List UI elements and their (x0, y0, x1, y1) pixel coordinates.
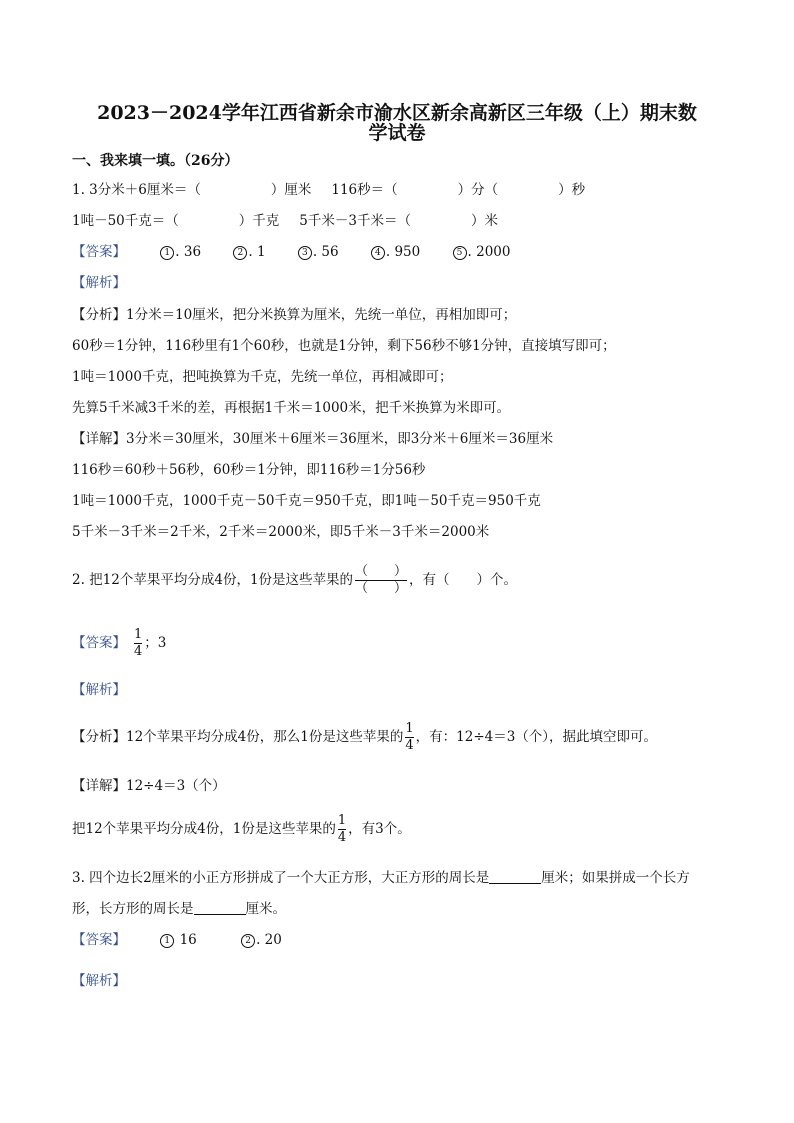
circled-number: 1 (160, 246, 174, 260)
section-heading: 一、我来填一填。（26分） (72, 153, 239, 169)
q1-detail-2: 116秒＝60秒＋56秒，60秒＝1分钟，即116秒＝1分56秒 (72, 462, 426, 478)
page-title: 2023－2024学年江西省新余市渝水区新余高新区三年级（上）期末数 (97, 102, 697, 124)
answer-value: . 1 (248, 244, 266, 260)
answer-value: ；3 (144, 635, 167, 651)
q2-text: 2. 把12个苹果平均分成4份，1份是这些苹果的 (72, 572, 354, 588)
q1-fenxi-1 (72, 305, 516, 325)
q2-detail-1 (72, 776, 226, 796)
q1-detail-4: 5千米－3千米＝2千米，2千米＝2000米，即5千米－3千米＝2000米 (72, 524, 490, 540)
xiangjie-tag: 【详解】 (72, 778, 126, 794)
q3-line1 (72, 868, 690, 888)
q1-detail-1 (72, 429, 553, 449)
q2-fenxi (72, 714, 657, 760)
q1-detail-3: 1吨＝1000千克，1000千克－50千克＝950千克，即1吨－50千克＝950千克 (72, 493, 541, 509)
analysis-tag: 【解析】 (72, 275, 126, 291)
q1-text: 5千米－3千米＝（ (299, 213, 411, 229)
answer-value: . 950 (385, 244, 421, 260)
q2-text: ，有（ ）个。 (409, 572, 518, 588)
fraction (405, 721, 413, 754)
fenxi-text: 12个苹果平均分成4份，那么1份是这些苹果的 (126, 729, 404, 745)
q2-answer (72, 620, 166, 666)
q1-text: 1吨－50千克＝（ (72, 213, 179, 229)
fraction-denominator: 4 (134, 644, 143, 659)
answer-value: . 56 (312, 244, 339, 260)
q3-text: 3. 四个边长2厘米的小正方形拼成了一个大正方形，大正方形的周长是 (72, 870, 490, 886)
answer-value: . 20 (256, 932, 282, 948)
q2-question (72, 555, 517, 605)
q1-text: ）米 (470, 213, 498, 229)
analysis-tag: 【解析】 (72, 682, 126, 698)
fraction-denominator: 4 (405, 738, 414, 753)
fenxi-text: 1分米＝10厘米，把分米换算为厘米，先统一单位，再相加即可； (126, 307, 517, 323)
circled-number: 4 (371, 246, 385, 260)
q3-line2 (72, 899, 286, 919)
fenxi-tag: 【分析】 (72, 729, 126, 745)
q3-text: 厘米；如果拼成一个长方 (541, 870, 690, 886)
q3-text: 形，长方形的周长是 (72, 901, 194, 917)
q1-line1 (72, 180, 585, 200)
circled-number: 5 (453, 246, 467, 260)
fenxi-text: ，有：12÷4＝3（个），据此填空即可。 (415, 729, 658, 745)
q1-text: ）厘米 (270, 182, 312, 198)
fenxi-tag: 【分析】 (72, 307, 126, 323)
circled-number: 2 (241, 934, 255, 948)
fraction (338, 813, 346, 846)
answer-blank (489, 869, 541, 884)
q2-detail-2 (72, 806, 411, 852)
fraction-numerator: （ ） (355, 564, 408, 579)
circled-number: 1 (160, 934, 174, 948)
detail-text: 12÷4＝3（个） (126, 778, 226, 794)
detail-text: ，有3个。 (348, 821, 411, 837)
q1-fenxi-3: 1吨＝1000千克，把吨换算为千克，先统一单位，再相减即可； (72, 369, 453, 385)
q1-text: 1. 3分米＋6厘米＝（ (72, 182, 201, 198)
q3-text: 厘米。 (245, 901, 286, 917)
fraction (134, 627, 142, 660)
fraction-blank (355, 564, 407, 597)
q1-text: ）千克 (238, 213, 280, 229)
q1-fenxi-4: 先算5千米减3千米的差，再根据1千米＝1000米，把千米换算为米即可。 (72, 400, 511, 416)
q1-line2 (72, 211, 498, 231)
page-title-line2: 学试卷 (368, 122, 426, 144)
xiangjie-tag: 【详解】 (72, 431, 126, 447)
answer-value: 16 (175, 932, 197, 948)
answer-blank (194, 900, 246, 915)
circled-number: 2 (233, 246, 247, 260)
q3-answer (72, 930, 282, 950)
answer-value: . 36 (175, 244, 202, 260)
detail-text: 3分米＝30厘米，30厘米＋6厘米＝36厘米，即3分米＋6厘米＝36厘米 (126, 431, 554, 447)
fraction-numerator: 1 (134, 627, 143, 642)
detail-text: 把12个苹果平均分成4份，1份是这些苹果的 (72, 821, 336, 837)
fraction-numerator: 1 (405, 721, 414, 736)
answer-tag: 【答案】 (72, 244, 126, 260)
fraction-denominator: （ ） (355, 581, 408, 596)
q1-text: ）秒 (558, 182, 586, 198)
analysis-tag: 【解析】 (72, 973, 126, 989)
q1-answer (72, 242, 511, 262)
fraction-numerator: 1 (337, 813, 347, 828)
q1-text: ）分（ (457, 182, 499, 198)
answer-value: . 2000 (467, 244, 511, 260)
answer-tag: 【答案】 (72, 932, 126, 948)
q1-text: 116秒＝（ (331, 182, 398, 198)
answer-tag: 【答案】 (72, 635, 126, 651)
circled-number: 3 (298, 246, 312, 260)
q1-fenxi-2: 60秒＝1分钟，116秒里有1个60秒，也就是1分钟，剩下56秒不够1分钟，直接填写即可； (72, 338, 616, 354)
fraction-denominator: 4 (337, 830, 347, 845)
